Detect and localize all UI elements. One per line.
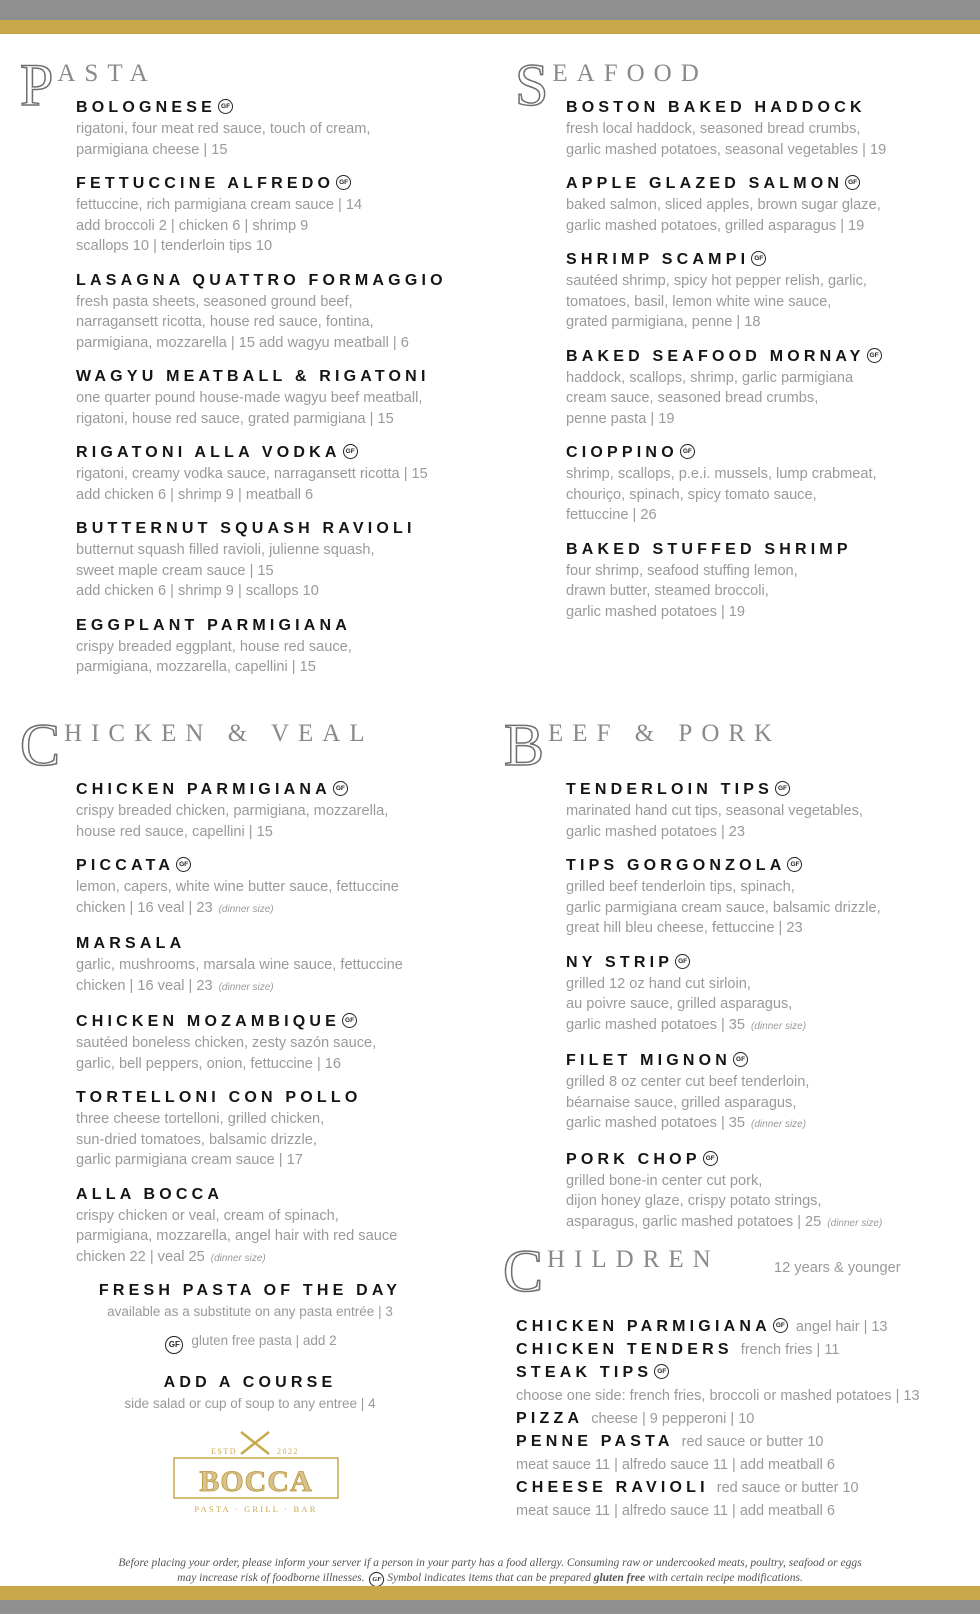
menu-item-description [76,312,447,333]
menu-item-description [566,822,882,843]
menu-item-name [76,615,447,637]
menu-item-description [566,1113,882,1136]
description-text: baked salmon, sliced apples, brown sugar glaze, [566,197,881,213]
menu-item-butternut-squash-ravioli [76,518,447,602]
children-item-name: CHICKEN PARMIGIANA [516,1318,771,1335]
gluten-free-icon: GF [733,1052,748,1067]
menu-item-description [76,801,403,822]
menu-item-description [76,464,447,485]
menu-item-alla-bocca [76,1184,403,1270]
menu-item-description [566,918,882,939]
menu-item-name-text: SHRIMP SCAMPI [566,251,750,268]
description-text: chicken | 16 veal | 23 [76,899,213,916]
menu-item-fettuccine-alfredo [76,173,447,257]
chicken-veal-list [76,779,403,1282]
description-text: garlic mashed potatoes | 35 [566,1115,746,1131]
beef-pork-title: EEF & PORK [548,720,782,747]
description-text: béarnaise sauce, grilled asparagus, [566,1094,797,1111]
description-text: house red sauce, capellini | 15 [76,823,273,840]
logo-name: BOCCA [199,1465,313,1498]
menu-item-description [566,292,886,313]
menu-item-chicken-parmigiana [76,779,403,842]
menu-item-name [76,1011,403,1033]
description-text: cream sauce, seasoned bread crumbs, [566,390,819,406]
menu-item-name-text: NY STRIP [566,953,674,971]
menu-item-description [76,1109,403,1130]
add-course-title: ADD A COURSE [163,1374,337,1391]
description-text: sautéed shrimp, spicy hot pepper relish, garlic, [566,273,867,289]
description-text: add chicken 6 | shrimp 9 | meatball 6 [76,486,314,503]
menu-item-description [566,388,886,409]
gluten-free-icon: GF [773,1318,788,1333]
children-item-detail: french fries | 11 [740,1342,840,1358]
top-grey-band [0,0,980,20]
menu-item-name [76,933,403,955]
description-text: fettuccine | 26 [566,507,657,523]
menu-item-baked-stuffed-shrimp [566,539,886,623]
menu-item-name-text: TIPS GORGONZOLA [566,857,786,874]
menu-item-description [566,801,882,822]
beef-pork-heading [504,712,782,778]
menu-item-piccata [76,855,403,920]
gluten-free-icon: GF [675,954,690,969]
description-text: marinated hand cut tips, seasonal vegetables, [566,803,863,819]
menu-item-description [566,271,886,292]
description-text: lemon, capers, white wine butter sauce, fettuccine [76,879,399,895]
description-text: sun-dried tomatoes, balsamic drizzle, [76,1131,317,1148]
description-text: chicken 22 | veal 25 [76,1248,205,1265]
description-text: garlic mashed potatoes, grilled asparagus | 19 [566,217,865,234]
description-text: dijon honey glaze, crispy potato strings, [566,1193,822,1209]
pasta-title: ASTA [57,60,157,87]
menu-item-name-text: PICCATA [76,857,175,874]
menu-item-name [76,1184,403,1206]
description-text: crispy breaded eggplant, house red sauce, [76,638,352,655]
menu-item-description [566,1072,882,1093]
menu-item-name [76,779,403,801]
menu-item-name-text: LASAGNA QUATTRO FORMAGGIO [76,271,447,289]
menu-item-baked-seafood-mornay [566,346,886,430]
menu-item-description [76,877,403,898]
gluten-free-icon: GF [654,1364,669,1379]
children-item-detail: angel hair | 13 [795,1319,888,1335]
children-row [516,1385,920,1408]
menu-item-description [76,637,447,658]
menu-item-description [76,236,447,257]
menu-item-name [566,97,886,119]
pasta-initial: P [20,52,54,118]
chicken-veal-title: HICKEN & VEAL [64,720,374,747]
description-text: drawn butter, steamed broccoli, [566,583,769,599]
fresh-pasta-desc: available as a substitute on any pasta entrée | 3 [107,1304,393,1319]
disclaimer-part-b: Symbol indicates items that can be prepared [387,1572,591,1584]
menu-item-name [76,442,447,464]
children-title: HILDREN [547,1246,720,1273]
description-text: garlic, mushrooms, marsala wine sauce, fettuccine [76,957,403,973]
description-text: shrimp, scallops, p.e.i. mussels, lump crabmeat, [566,466,877,482]
menu-item-name-text: BOLOGNESE [76,99,217,116]
children-item-detail: choose one side: french fries, broccoli or mashed potatoes | 13 [516,1388,920,1404]
gluten-free-icon: GF [333,781,348,796]
gluten-free-icon: GF [751,251,766,266]
menu-item-description [76,140,447,161]
gf-icon: GF [165,1336,183,1354]
description-text: garlic parmigiana cream sauce | 17 [76,1152,303,1168]
gluten-free-line [60,1331,440,1354]
gluten-free-icon: GF [218,99,233,114]
description-text: chicken | 16 veal | 23 [76,977,213,994]
menu-item-description [76,955,403,976]
menu-item-description [76,292,447,313]
menu-item-name-text: CIOPPINO [566,444,678,461]
menu-item-name-text: EGGPLANT PARMIGIANA [76,616,352,634]
pasta-list [76,97,447,691]
gluten-free-icon: GF [342,1013,357,1028]
description-text: great hill bleu cheese, fettuccine | 23 [566,920,803,936]
menu-item-name [566,249,886,271]
menu-item-description [76,822,403,843]
description-text: tomatoes, basil, lemon white wine sauce, [566,293,832,310]
gluten-free-icon: GF [787,857,802,872]
children-item-name: CHICKEN TENDERS [516,1341,733,1358]
description-text: grated parmigiana, penne | 18 [566,314,761,330]
menu-item-shrimp-scampi [566,249,886,333]
beef-pork-initial: B [504,712,545,778]
menu-item-name-text: FILET MIGNON [566,1052,732,1069]
menu-item-description [566,581,886,602]
description-text: butternut squash filled ravioli, julienne squash, [76,542,375,558]
menu-item-name [566,173,886,195]
menu-item-name-text: CHICKEN PARMIGIANA [76,781,331,798]
description-text: grilled bone-in center cut pork, [566,1172,763,1189]
description-text: parmigiana, mozzarella, angel hair with red sauce [76,1228,398,1244]
menu-item-pork-chop [566,1149,882,1235]
menu-item-name [566,855,882,877]
children-row [516,1339,920,1362]
menu-item-name [76,518,447,540]
description-text: garlic parmigiana cream sauce, balsamic drizzle, [566,899,881,916]
gluten-free-icon: GF [775,781,790,796]
menu-item-description [566,1212,882,1235]
menu-item-lasagna-quattro-formaggio [76,270,447,354]
menu-item-description [76,1150,403,1171]
menu-item-description [566,119,886,140]
menu-item-description [566,561,886,582]
description-text: rigatoni, house red sauce, grated parmigiana | 15 [76,410,394,427]
menu-item-boston-baked-haddock [566,97,886,160]
menu-item-name-text: RIGATONI ALLA VODKA [76,444,341,461]
children-item-detail: red sauce or butter 10 [716,1480,859,1496]
menu-item-description [76,216,447,237]
gluten-free-icon: GF [867,348,882,363]
dinner-size-note: (dinner size) [751,1119,807,1130]
children-row [516,1500,920,1523]
gluten-free-icon: GF [703,1151,718,1166]
menu-item-name-text: FETTUCCINE ALFREDO [76,175,335,192]
menu-item-description [566,877,882,898]
disclaimer-gluten-free: gluten free [593,1572,646,1584]
menu-item-name [76,855,403,877]
description-text: garlic mashed potatoes, seasonal vegetables | 19 [566,141,887,158]
description-text: garlic mashed potatoes | 19 [566,603,746,620]
disclaimer-part-c: with certain recipe modifications. [648,1572,803,1584]
children-initial: C [503,1238,544,1304]
description-text: crispy chicken or veal, cream of spinach, [76,1207,339,1224]
menu-item-name [76,97,447,119]
children-item-detail: meat sauce 11 | alfredo sauce 11 | add meatball 6 [516,1457,835,1473]
menu-item-rigatoni-alla-vodka [76,442,447,505]
menu-item-description [76,1247,403,1270]
menu-item-name [566,952,882,974]
menu-item-name [566,779,882,801]
menu-item-name-text: MARSALA [76,935,186,952]
menu-item-name [76,173,447,195]
menu-item-name-text: PORK CHOP [566,1150,701,1168]
menu-item-description [76,1206,403,1227]
menu-item-description [76,581,447,602]
menu-item-description [566,140,886,161]
menu-item-description [76,409,447,430]
logo-year: 2022 [277,1447,299,1456]
description-text: parmigiana, mozzarella | 15 add wagyu meatball | 6 [76,334,409,351]
gluten-free-icon: GF [343,444,358,459]
description-text: fresh local haddock, seasoned bread crumbs, [566,121,861,137]
gluten-free-text: gluten free pasta | add 2 [191,1333,337,1348]
menu-item-description [76,485,447,506]
menu-item-description [76,1226,403,1247]
dinner-size-note: (dinner size) [827,1217,883,1229]
menu-item-description [76,540,447,561]
menu-item-description [76,561,447,582]
description-text: four shrimp, seafood stuffing lemon, [566,562,798,579]
menu-item-description [566,216,886,237]
menu-item-bolognese [76,97,447,160]
menu-item-name-text: BAKED STUFFED SHRIMP [566,540,852,558]
menu-item-name [76,366,447,388]
children-list [516,1316,920,1523]
description-text: sweet maple cream sauce | 15 [76,562,274,579]
chicken-veal-heading [20,712,374,778]
menu-item-description [76,1033,403,1054]
menu-item-wagyu-meatball-rigatoni [76,366,447,429]
menu-item-description [566,994,882,1015]
menu-item-description [566,505,886,526]
menu-item-apple-glazed-salmon [566,173,886,236]
menu-item-description [566,195,886,216]
menu-item-description [566,485,886,506]
description-text: add chicken 6 | shrimp 9 | scallops 10 [76,583,319,599]
menu-item-name [76,1087,403,1109]
gluten-free-icon: GF [336,175,351,190]
menu-item-name-text: TENDERLOIN TIPS [566,781,774,798]
menu-item-name [566,346,886,368]
menu-item-chicken-mozambique [76,1011,403,1074]
menu-item-description [566,1191,882,1212]
menu-item-description [76,657,447,678]
chicken-veal-initial: C [20,712,61,778]
fresh-pasta-block [60,1280,440,1323]
description-text: parmigiana, mozzarella, capellini | 15 [76,659,316,675]
description-text: crispy breaded chicken, parmigiana, mozzarella, [76,803,389,819]
menu-item-tenderloin-tips [566,779,882,842]
menu-item-name [566,442,886,464]
gluten-free-icon: GF [176,857,191,872]
add-course-desc: side salad or cup of soup to any entree | 4 [124,1396,376,1411]
menu-item-eggplant-parmigiana [76,615,447,678]
menu-item-description [76,333,447,354]
menu-item-cioppino [566,442,886,526]
description-text: parmigiana cheese | 15 [76,141,228,158]
menu-item-description [566,409,886,430]
description-text: grilled 8 oz center cut beef tenderloin, [566,1074,810,1090]
bocca-logo [173,1430,339,1516]
menu-item-name-text: CHICKEN MOZAMBIQUE [76,1013,341,1030]
menu-item-name [566,1050,882,1072]
children-item-detail: red sauce or butter 10 [681,1434,824,1450]
children-row [516,1408,920,1431]
menu-item-description [566,974,882,995]
menu-item-description [566,312,886,333]
menu-item-description [566,368,886,389]
seafood-list [566,97,886,635]
description-text: chouriço, spinach, spicy tomato sauce, [566,486,817,503]
gf-symbol-icon: GF [369,1572,384,1587]
children-heading [503,1238,720,1304]
children-row [516,1477,920,1500]
menu-item-description [76,195,447,216]
description-text: grilled 12 oz hand cut sirloin, [566,975,751,992]
description-text: fresh pasta sheets, seasoned ground beef, [76,293,353,310]
description-text: three cheese tortelloni, grilled chicken, [76,1111,325,1127]
description-text: fettuccine, rich parmigiana cream sauce | 14 [76,197,363,213]
bottom-grey-band [0,1600,980,1614]
description-text: rigatoni, creamy vodka sauce, narragansett ricotta | 15 [76,466,428,482]
top-gold-band [0,20,980,34]
menu-item-tortelloni-con-pollo [76,1087,403,1171]
menu-item-name-text: TORTELLONI CON POLLO [76,1089,362,1106]
dinner-size-note: (dinner size) [210,1252,266,1264]
children-row [516,1454,920,1477]
beef-pork-list [566,779,882,1247]
description-text: narragansett ricotta, house red sauce, fontina, [76,314,374,330]
children-item-name: PIZZA [516,1410,584,1427]
menu-item-description [566,1015,882,1038]
menu-item-ny-strip [566,952,882,1038]
menu-item-marsala [76,933,403,998]
children-row [516,1316,920,1339]
add-course-block [60,1372,440,1415]
logo-estd: ESTD [211,1447,237,1456]
menu-item-name [566,539,886,561]
menu-item-name-text: BUTTERNUT SQUASH RAVIOLI [76,520,416,537]
description-text: scallops 10 | tenderloin tips 10 [76,238,273,254]
menu-item-description [76,1130,403,1151]
disclaimer-line-2 [40,1571,940,1587]
description-text: add broccoli 2 | chicken 6 | shrimp 9 [76,217,309,234]
menu-item-description [76,388,447,409]
logo-tagline: PASTA · GRILL · BAR [194,1504,318,1514]
description-text: au poivre sauce, grilled asparagus, [566,996,793,1012]
children-row [516,1431,920,1454]
dinner-size-note: (dinner size) [218,981,274,993]
menu-item-description [566,602,886,623]
fresh-pasta-title: FRESH PASTA OF THE DAY [98,1282,402,1299]
seafood-title: EAFOOD [552,60,708,87]
disclaimer-part-a: may increase risk of foodborne illnesses. [177,1572,365,1584]
menu-item-name [76,270,447,292]
description-text: garlic, bell peppers, onion, fettuccine | 16 [76,1055,342,1072]
description-text: garlic mashed potatoes | 23 [566,823,746,840]
menu-item-description [566,1093,882,1114]
description-text: rigatoni, four meat red sauce, touch of cream, [76,121,371,137]
menu-item-description [566,1171,882,1192]
dinner-size-note: (dinner size) [751,1020,807,1032]
bottom-gold-band [0,1586,980,1600]
description-text: asparagus, garlic mashed potatoes | 25 [566,1213,822,1230]
children-item-name: CHEESE RAVIOLI [516,1479,709,1496]
menu-item-name-text: ALLA BOCCA [76,1185,224,1203]
disclaimer-line-1: Before placing your order, please inform your server if a person in your party has a food allergy. Consuming raw or undercooked meats, poultry, seafood or eggs [118,1557,862,1569]
dinner-size-note: (dinner size) [218,903,274,915]
gluten-free-icon: GF [845,175,860,190]
menu-item-description [76,898,403,921]
seafood-initial: S [515,52,549,118]
menu-item-tips-gorgonzola [566,855,882,939]
children-item-name: STEAK TIPS [516,1364,653,1381]
menu-item-name-text: APPLE GLAZED SALMON [566,175,844,192]
description-text: sautéed boneless chicken, zesty sazón sauce, [76,1035,377,1051]
menu-item-name [566,1149,882,1171]
gluten-free-icon: GF [680,444,695,459]
menu-item-name-text: BAKED SEAFOOD MORNAY [566,347,865,365]
allergy-disclaimer [40,1556,940,1587]
menu-item-name-text: BOSTON BAKED HADDOCK [566,99,866,116]
description-text: garlic mashed potatoes | 35 [566,1016,746,1033]
menu-item-description [76,119,447,140]
menu-item-filet-mignon [566,1050,882,1136]
children-row [516,1362,920,1385]
menu-item-description [76,1054,403,1075]
menu-item-description [76,976,403,999]
menu-item-description [566,898,882,919]
description-text: one quarter pound house-made wagyu beef meatball, [76,390,423,406]
children-age-note: 12 years & younger [774,1260,901,1276]
children-item-name: PENNE PASTA [516,1433,674,1450]
description-text: penne pasta | 19 [566,410,675,427]
description-text: haddock, scallops, shrimp, garlic parmigiana [566,369,854,386]
menu-item-description [566,464,886,485]
menu-item-name-text: WAGYU MEATBALL & RIGATONI [76,368,430,385]
children-item-detail: cheese | 9 pepperoni | 10 [591,1411,755,1427]
children-item-detail: meat sauce 11 | alfredo sauce 11 | add meatball 6 [516,1503,835,1519]
description-text: grilled beef tenderloin tips, spinach, [566,879,795,895]
